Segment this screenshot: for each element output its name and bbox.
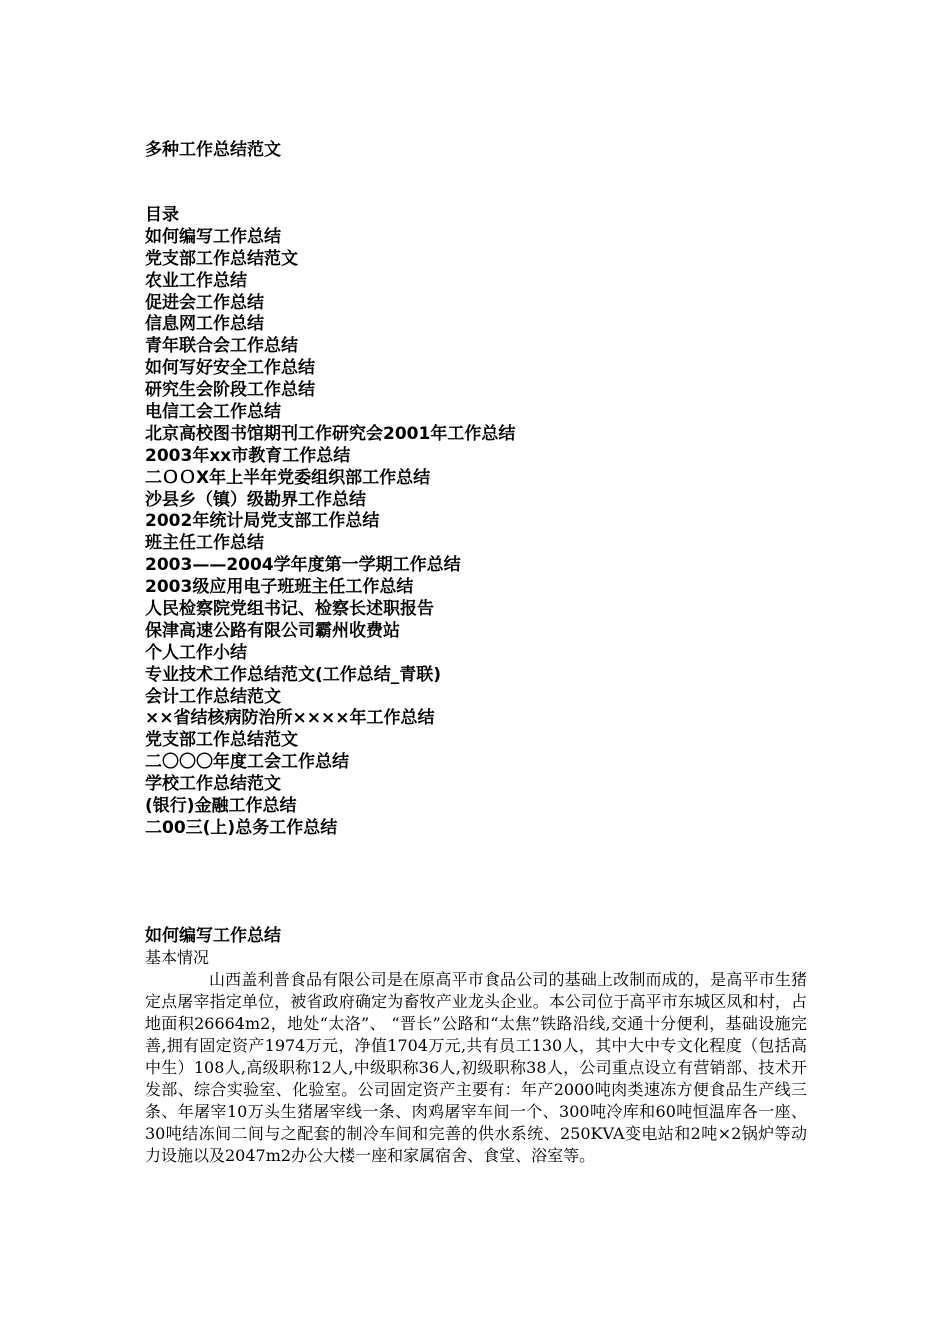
toc-heading: 目录	[145, 205, 179, 225]
toc-item: 沙县乡（镇）级勘界工作总结	[145, 489, 366, 510]
toc-item: 信息网工作总结	[145, 314, 264, 335]
toc-item: 个人工作小结	[145, 642, 247, 663]
toc-item: 如何编写工作总结	[145, 226, 281, 247]
section-subheading: 基本情况	[145, 948, 210, 967]
toc-item: ××省结核病防治所××××年工作总结	[145, 708, 435, 729]
toc-item: 研究生会阶段工作总结	[145, 380, 315, 401]
body-paragraph: 山西盖利普食品有限公司是在原高平市食品公司的基础上改制而成的，是高平市生猪定点屠宰指定单位，被省政府确定为畜牧产业龙头企业。本公司位于高平市东城区凤和村，占地面积26664m2，地处“太洛”、 “晋长”公路和“太焦”铁路沿线,交通十分便利，基础设施完善,拥有固定资产1974万元，净值1704万元,共有员工130人，其中大中专文化程度（包括高中生）108人,高级职称12人,中级职称36人,初级职称38人，公司重点设立有营销部、技术开发部、综合实验室、化验室。公司固定资产主要有：年产2000吨肉类速冻方便食品生产线三条、年屠宰10万头生猪屠宰线一条、肉鸡屠宰车间一个、300吨冷库和60吨恒温库各一座、30吨结冻间二间与之配套的制冷车间和完善的供水系统、250KVA变电站和2吨×2锅炉等动力设施以及2047m2办公大楼一座和家属宿舍、食堂、浴室等。	[145, 970, 807, 1165]
toc-item: 青年联合会工作总结	[145, 336, 298, 357]
toc-item: 党支部工作总结范文	[145, 248, 298, 269]
toc-item: 专业技术工作总结范文(工作总结_青联)	[145, 664, 442, 685]
toc-item: 2003年xx市教育工作总结	[145, 445, 351, 466]
toc-item: 会计工作总结范文	[145, 686, 281, 707]
toc-item: 电信工会工作总结	[145, 402, 281, 423]
toc-item: 二00三(上)总务工作总结	[145, 817, 338, 838]
toc-item: 2002年统计局党支部工作总结	[145, 511, 380, 532]
toc-item: 保津高速公路有限公司霸州收费站	[145, 620, 400, 641]
toc-item: 北京高校图书馆期刊工作研究会2001年工作总结	[145, 423, 516, 444]
toc-item: (银行)金融工作总结	[145, 796, 297, 817]
toc-item: 人民检察院党组书记、检察长述职报告	[145, 599, 434, 620]
section-heading: 如何编写工作总结	[145, 926, 281, 946]
toc-item: 党支部工作总结范文	[145, 730, 298, 751]
toc-item: 农业工作总结	[145, 270, 247, 291]
toc-item: 班主任工作总结	[145, 533, 264, 554]
toc-item: 二〇〇〇年度工会工作总结	[145, 752, 349, 773]
toc-item: 二ＯＯX年上半年党委组织部工作总结	[145, 467, 431, 488]
table-of-contents	[145, 205, 515, 840]
document-title: 多种工作总结范文	[145, 140, 281, 160]
toc-item: 如何写好安全工作总结	[145, 358, 315, 379]
toc-item: 2003——2004学年度第一学期工作总结	[145, 555, 461, 576]
toc-item: 促进会工作总结	[145, 292, 264, 313]
toc-item: 2003级应用电子班班主任工作总结	[145, 577, 414, 598]
toc-item: 学校工作总结范文	[145, 774, 281, 795]
